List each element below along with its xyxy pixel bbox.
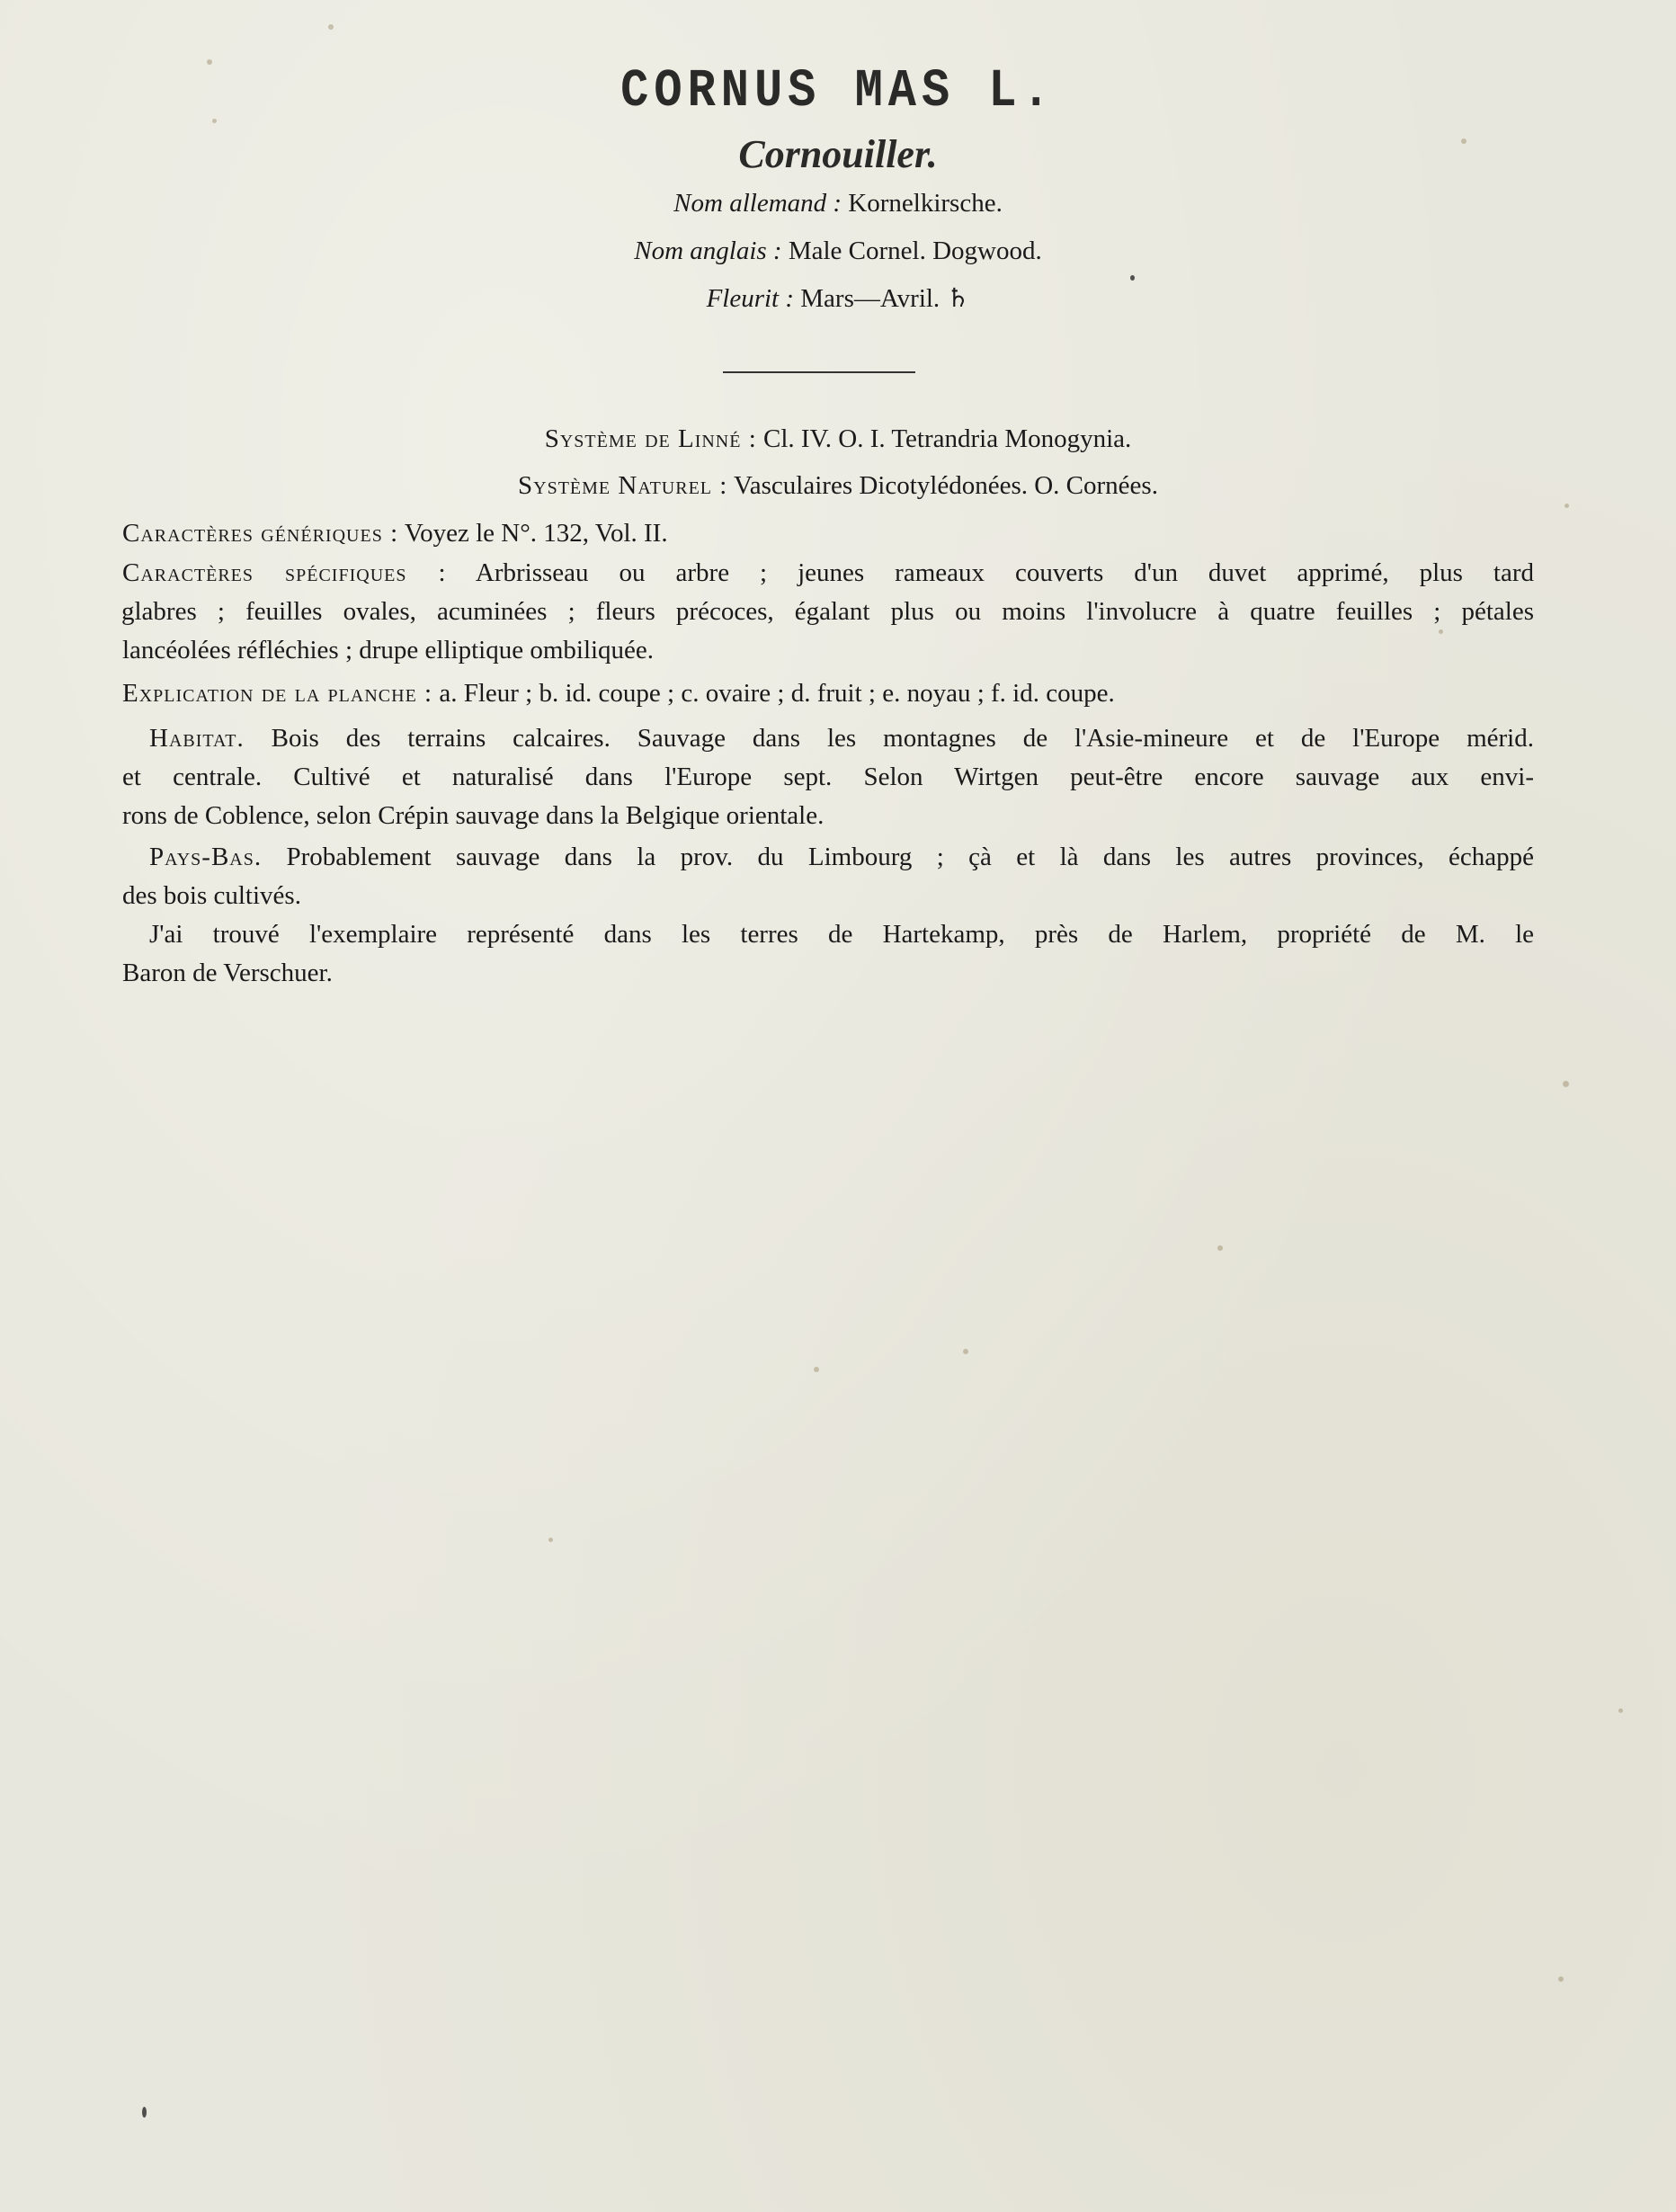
specific-characters	[122, 554, 1534, 670]
plate-explanation	[122, 674, 1534, 713]
paysbas-line-2: des bois cultivés.	[122, 881, 301, 910]
foxing-spot	[814, 1367, 819, 1372]
explication-line	[122, 674, 1534, 713]
habitat-label: Habitat.	[149, 724, 245, 753]
habitat-line-2: et centrale. Cultivé et naturalisé dans l'Europe sept. Selon Wirtgen peut-être encore sauvage aux envi-	[122, 763, 1534, 791]
generic-value: Voyez le N°. 132, Vol. II.	[404, 519, 668, 548]
explication-value: a. Fleur ; b. id. coupe ; c. ovaire ; d. fruit ; e. noyau ; f. id. coupe.	[439, 679, 1115, 708]
foxing-spot	[1130, 275, 1135, 281]
note-line-1: J'ai trouvé l'exemplaire représenté dans les terres de Hartekamp, près de Harlem, propriété de M. le	[149, 920, 1534, 949]
foxing-spot	[328, 24, 334, 30]
naturel-label: Système Naturel :	[518, 471, 728, 500]
foxing-spot	[1217, 1245, 1223, 1251]
generic-line	[122, 514, 1534, 553]
section-divider	[723, 371, 915, 373]
english-name-value: Male Cornel. Dogwood.	[788, 236, 1042, 265]
generic-characters	[122, 514, 1534, 553]
flowering-label: Fleurit :	[706, 284, 795, 313]
flowering-value: Mars—Avril. ♄	[800, 284, 970, 313]
natural-system	[0, 471, 1676, 501]
foxing-spot	[1565, 504, 1569, 508]
linne-label: Système de Linné :	[544, 424, 757, 453]
specific-line-1: Arbrisseau ou arbre ; jeunes rameaux couverts d'un duvet apprimé, plus tard	[475, 558, 1534, 587]
foxing-spot	[1558, 1976, 1564, 1982]
explication-label: Explication de la planche :	[122, 679, 433, 708]
specific-line-2: glabres ; feuilles ovales, acuminées ; fleurs précoces, égalant plus ou moins l'involucre à quatre feuilles ; pétales	[121, 597, 1534, 626]
page-subtitle: Cornouiller.	[738, 132, 938, 176]
page-title: CORNUS MAS L.	[620, 60, 1056, 122]
habitat	[122, 719, 1534, 835]
specimen-note	[122, 915, 1534, 993]
german-name-value: Kornelkirsche.	[848, 189, 1003, 218]
specific-label: Caractères spécifiques :	[122, 558, 447, 587]
foxing-spot	[142, 2107, 147, 2118]
specific-line	[122, 554, 1534, 593]
netherlands	[122, 838, 1534, 915]
specific-line-3: lancéolées réfléchies ; drupe elliptique ombiliquée.	[122, 636, 655, 664]
german-name	[0, 189, 1676, 219]
habitat-line	[122, 719, 1534, 758]
foxing-spot	[548, 1538, 553, 1542]
foxing-spot	[1618, 1708, 1623, 1713]
linne-value: Cl. IV. O. I. Tetrandria Monogynia.	[763, 424, 1132, 453]
note-line-2: Baron de Verschuer.	[122, 959, 333, 987]
paysbas-line-1: Probablement sauvage dans la prov. du Limbourg ; çà et là dans les autres provinces, échappé	[286, 843, 1535, 871]
naturel-value: Vasculaires Dicotylédonées. O. Cornées.	[734, 471, 1158, 500]
flowering	[0, 282, 1676, 314]
english-name	[0, 236, 1676, 266]
habitat-line-1: Bois des terrains calcaires. Sauvage dans les montagnes de l'Asie-mineure et de l'Europe mérid.	[271, 724, 1534, 753]
habitat-line-3: rons de Coblence, selon Crépin sauvage dans la Belgique orientale.	[122, 801, 825, 830]
foxing-spot	[963, 1349, 968, 1354]
english-name-label: Nom anglais :	[634, 236, 782, 265]
german-name-label: Nom allemand :	[673, 189, 842, 218]
linne-system	[0, 424, 1676, 454]
paysbas-label: Pays-Bas.	[149, 843, 263, 871]
foxing-spot	[1563, 1081, 1569, 1087]
generic-label: Caractères génériques :	[122, 519, 399, 548]
paysbas-line	[122, 838, 1534, 877]
